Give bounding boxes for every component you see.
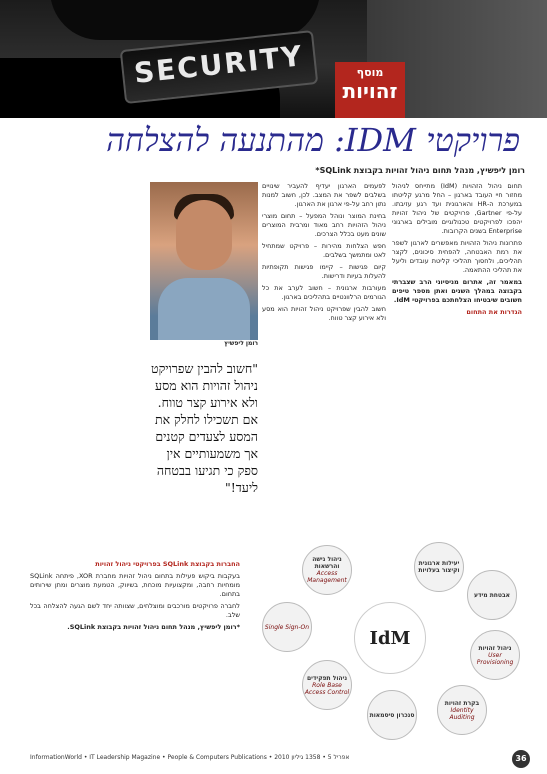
paragraph: בחינת המוצר ונוהל המפעל – תחום מוצרי ניהול הזהויות רחב מאוד ומרבית המוצרים שונים מעט בכלל הצרכים.: [262, 212, 386, 238]
photo-face: [176, 200, 232, 270]
diagram-node: בקרת זהויות Identity Auditing: [437, 685, 487, 735]
paragraph: במאמר זה, אתרום מניסיוני הרב שצברתי בקבוצה במהלך השנים ואתן מספר טיפים חשובים שיבטיחו הצלחתכם בפרויקטי IdM.: [392, 278, 522, 304]
diagram-node: ניהול תפקידים Role Base Access Control: [302, 660, 352, 710]
diagram-node: סנכרון סיסמאות: [367, 690, 417, 740]
diagram-center: IdM: [354, 602, 426, 674]
pull-quote: "חשוב להבין שפרויקט ניהול זהויות הוא מסע ולא אירוע קצר טווח. אם תשכילו לחלק את המסע לצעדים קטנים אך משמעותיים אין ספק כי תגיעו בבטחה ליעד!": [151, 361, 258, 495]
diagram-node: Single Sign-On: [262, 602, 312, 652]
security-patch: SECURITY: [120, 30, 319, 104]
article-byline: רומן ליפשיץ, מנהל תחום ניהול זהויות בקבוצת SQLink*: [315, 166, 525, 175]
author-note: *רומן ליפשיץ, מנהל תחום ניהול זהויות בקבוצת SQLink.: [67, 623, 240, 631]
section-heading: הגדרות את התחום: [466, 308, 522, 316]
diagram-node: ניהול זהויות User Provisioning: [470, 630, 520, 680]
idm-diagram: [262, 540, 522, 740]
text-column-left-bottom: [30, 560, 240, 635]
paragraph: מעורבות ארגונית – חשוב לערב את כל הגורמים הרלוונטיים בתהליכים בארגון.: [262, 284, 386, 301]
page-number: 36: [512, 750, 530, 768]
paragraph: חשוב להבין שפרויקט ניהול זהויות הוא מסע ולא אירוע קצר טווח.: [262, 305, 386, 322]
paragraph: תחום ניהול הזהויות (IdM) מתייחס לניהול מחזור חיי העובד בארגון – החל מרגע קליטתו במערכת ה-HR והארגונית ועד רגע עזיבתו. על-פי Gartner, פרויקטים של ניהול זהויות יהפכו לפרויקטים טכנולוגיים מובילים בארגוני Enterprise בשנים הקרובות.: [392, 182, 522, 235]
badge-small-label: מוסף: [356, 66, 384, 79]
author-photo: [150, 182, 258, 340]
paragraph: לחברה פרויקטים מורכבים ומוצלחים, שצוותה יחד לשם הגעה להצלחה בכל שלב.: [30, 602, 240, 619]
footer-publication-line: InformationWorld • IT Leadership Magazine • People & Computers Publications • 2010 אפריל 5 • 1358 גיליון: [30, 754, 350, 761]
header-banner: [0, 0, 547, 118]
page-footer: [30, 752, 530, 766]
photo-shirt: [158, 278, 250, 340]
badge-big-label: זהויות: [342, 79, 398, 103]
section-badge: [335, 62, 405, 118]
diagram-node: אבטחת מידע: [467, 570, 517, 620]
text-column-right: [392, 182, 522, 320]
diagram-node: ניהול גישה והרשאות Access Management: [302, 545, 352, 595]
paragraph: פתרונות ניהול הזהויות מאפשרים לארגון לשפר את רמת האבטחה, להפחית סיכונים, לקצר תהליכים, ולחסוך תהליכי קליטת עובדים וליעל את תהליכי ההתאמה.: [392, 239, 522, 274]
paragraph: קיום פגישות – קיימו פגישות תקופתיות להעלות בעיות ודרישות.: [262, 263, 386, 280]
diagram-node: יעילות ארגונית וקיצור בעלויות: [414, 542, 464, 592]
paragraph: בעקבות ביקוש פעילות בתחום ניהול זהויות מחברת XOR, פיתחה SQLink מומחיות רחבה, ומקצועיות מוכחת, בשיווק, הטמעת מוצרים ומתן שירותים בתחום.: [30, 572, 240, 598]
paragraph: חפש הצלחות מהירות – פרויקט שמתחיל לאט ומתמשך בשלבים.: [262, 242, 386, 259]
text-column-middle: [262, 182, 386, 326]
section-heading: החברות בקבוצת SQLink בפרויקטי ניהול זהויות: [95, 560, 240, 568]
article-title: פרויקטי IDM: מהתנעה להצלחה: [106, 121, 520, 159]
photo-caption: רומן ליפשיץ: [224, 340, 258, 347]
paragraph: לפעמים הארגון יעדיף להעביר שינויים בשלבים לשפר את המצב. לכן, חשוב למנות נתון רחב על-פי ארגון את הארגון.: [262, 182, 386, 208]
